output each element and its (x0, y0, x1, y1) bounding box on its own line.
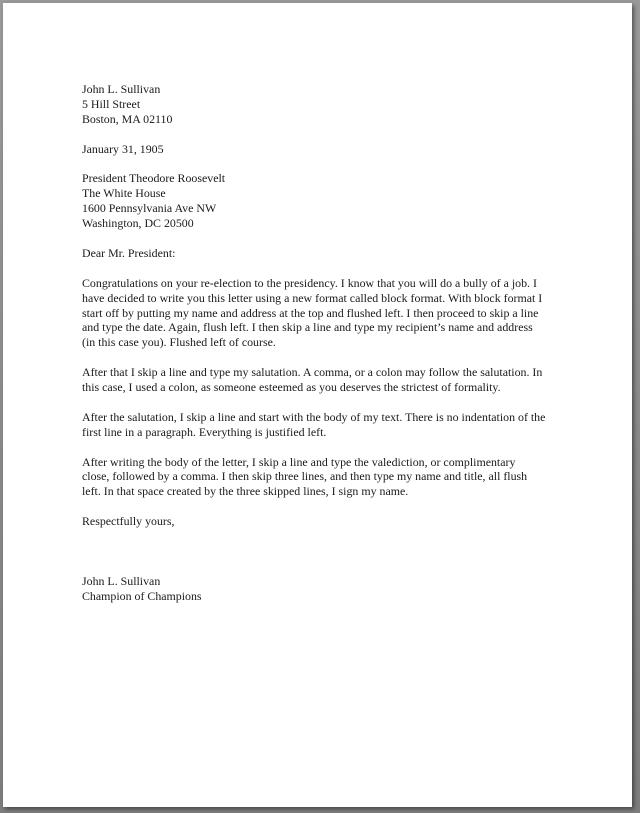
complimentary-close (82, 514, 562, 529)
signature-name: John L. Sullivan (82, 574, 161, 589)
date-text: January 31, 1905 (82, 141, 164, 156)
paragraph-line: start off by putting my name and address at the top and flushed left. I then proceed to skip a line (82, 305, 539, 320)
paragraph-line: this case, I used a colon, as someone esteemed as you deserves the strictest of formality. (82, 380, 501, 395)
signature-title: Champion of Champions (82, 588, 202, 603)
recipient-organization: The White House (82, 186, 166, 201)
salutation (82, 246, 562, 261)
paragraph-line: have decided to write you this letter using a new format called block format. With block format I (82, 290, 543, 305)
paragraph-line: (in this case you). Flushed left of course. (82, 335, 276, 350)
sender-city-state-zip: Boston, MA 02110 (82, 111, 173, 126)
body-paragraph-3 (82, 410, 562, 440)
signature-block (82, 574, 562, 604)
paragraph-line: close, followed by a comma. I then skip three lines, and then type my name and title, all flush (82, 469, 528, 484)
letter-page (3, 3, 632, 807)
paragraph-line: After that I skip a line and type my salutation. A comma, or a colon may follow the salutation. In (82, 365, 543, 380)
paragraph-line: first line in a paragraph. Everything is justified left. (82, 424, 327, 439)
paragraph-line: Congratulations on your re-election to the presidency. I know that you will do a bully of a job. I (82, 275, 537, 290)
paragraph-line: left. In that space created by the three skipped lines, I sign my name. (82, 484, 409, 499)
body-paragraph-2 (82, 365, 562, 395)
letter-body (82, 82, 562, 619)
salutation-text: Dear Mr. President: (82, 245, 176, 260)
sender-address (82, 82, 562, 127)
recipient-address (82, 171, 562, 231)
paragraph-line: and type the date. Again, flush left. I then skip a line and type my recipient’s name and address (82, 320, 533, 335)
sender-street: 5 Hill Street (82, 96, 141, 111)
sender-name: John L. Sullivan (82, 82, 161, 96)
body-paragraph-1 (82, 276, 562, 351)
recipient-city-state-zip: Washington, DC 20500 (82, 216, 194, 231)
paragraph-line: After the salutation, I skip a line and start with the body of my text. There is no indentation of the (82, 409, 546, 424)
recipient-street: 1600 Pennsylvania Ave NW (82, 201, 217, 216)
body-paragraph-4 (82, 455, 562, 500)
paragraph-line: After writing the body of the letter, I skip a line and type the valediction, or complimentary (82, 454, 516, 469)
closing-text: Respectfully yours, (82, 514, 175, 529)
recipient-name: President Theodore Roosevelt (82, 171, 226, 186)
letter-date (82, 142, 562, 157)
